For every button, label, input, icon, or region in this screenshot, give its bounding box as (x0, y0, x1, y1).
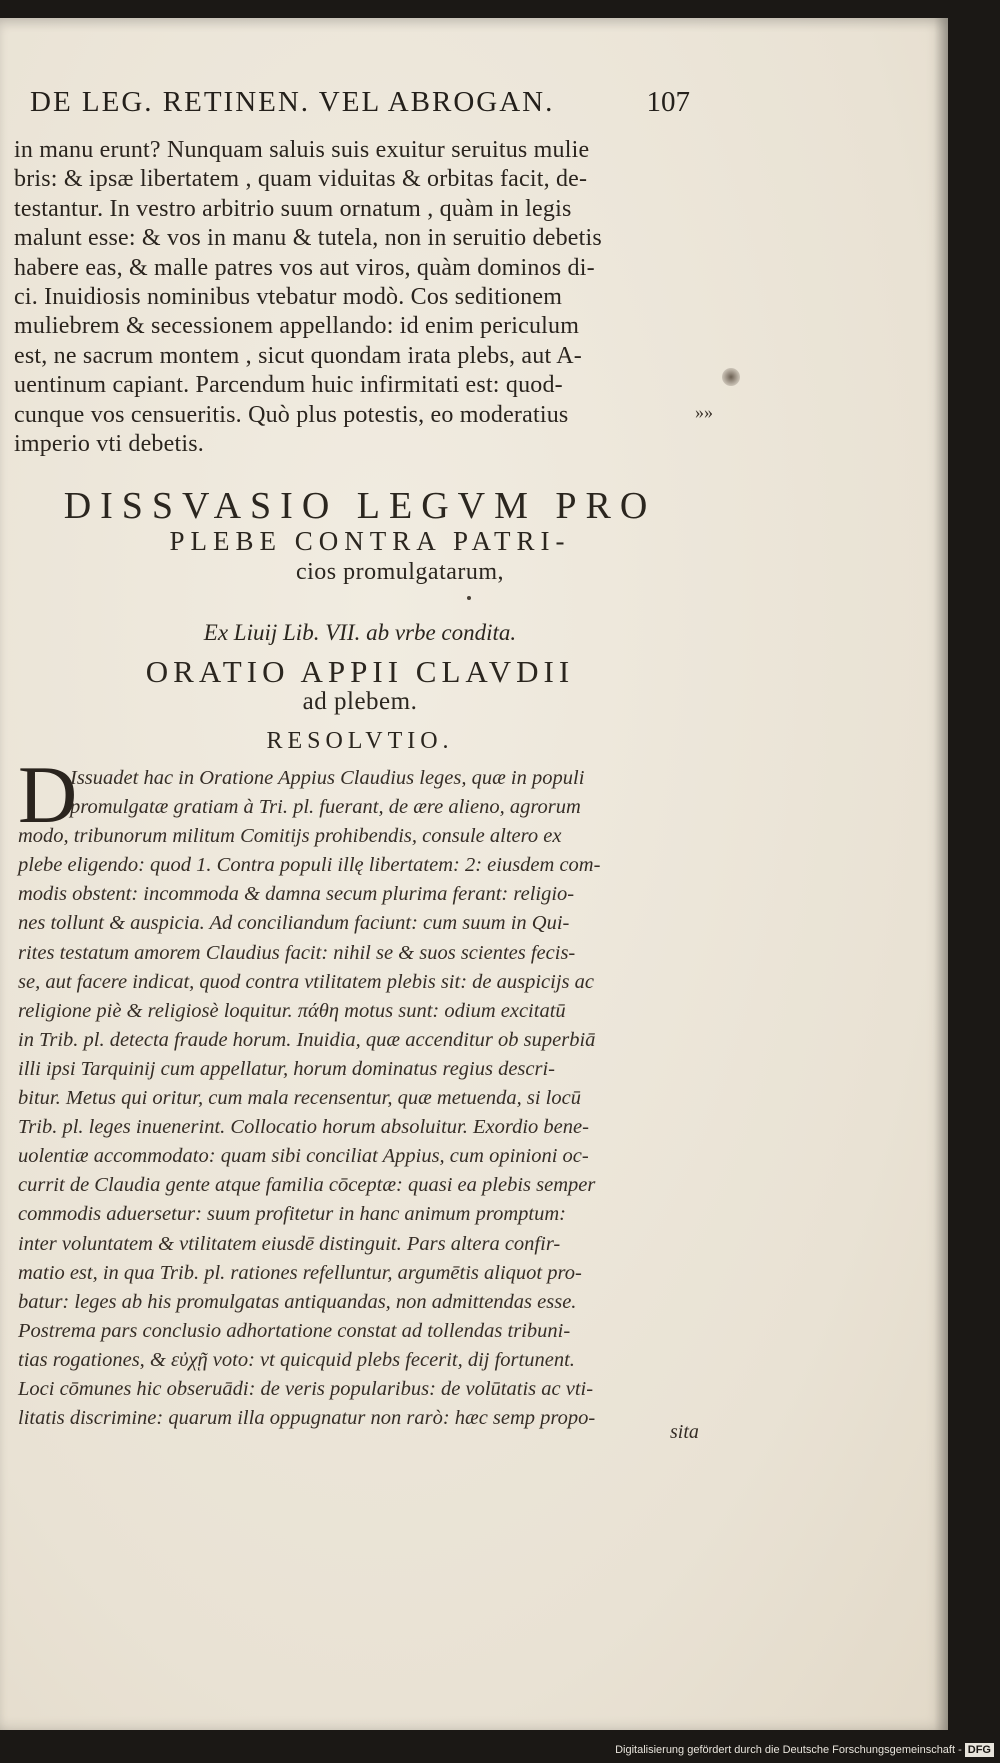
dfg-logo: DFG (965, 1743, 994, 1757)
text-line: rites testatum amorem Claudius facit: nihil se & suos scientes fecis- (18, 941, 576, 964)
text-line: Postrema pars conclusio adhortatione constat ad tollendas tribuni- (18, 1319, 571, 1342)
text-line: modis obstent: incommoda & damna secum plurima ferant: religio- (18, 883, 575, 906)
text-line: se, aut facere indicat, quod contra vtilitatem plebis sit: de auspicijs ac (18, 970, 594, 993)
text-line: batur: leges ab his promulgatas antiquandas, non admittendas esse. (18, 1290, 577, 1313)
text-line: matio est, in qua Trib. pl. rationes refelluntur, argumētis aliquot pro- (18, 1261, 582, 1284)
text-line: Issuadet hac in Oratione Appius Claudius leges, quæ in populi (70, 767, 585, 789)
running-title: DE LEG. RETINEN. VEL ABROGAN. (30, 86, 555, 118)
drop-capital: D (18, 749, 78, 840)
text-line: modo, tribunorum militum Comitijs prohibendis, consule altero ex (18, 825, 562, 848)
text-line: habere eas, & malle patres vos aut viros, quàm dominos di- (14, 254, 595, 281)
running-head (30, 86, 690, 126)
heading-line-2: PLEBE CONTRA PATRI- (169, 526, 571, 556)
text-line: est, ne sacrum montem , sicut quondam irata plebs, aut A- (14, 342, 582, 369)
ink-stain (722, 368, 740, 386)
catchword: sita (670, 1421, 699, 1443)
oration-title: ORATIO APPII CLAVDII (145, 654, 575, 689)
text-line: uolentiæ accommodato: quam sibi conciliat Appius, cum opinioni oc- (18, 1145, 589, 1168)
text-line: testantur. In vestro arbitrio suum ornatum , quàm in legis (14, 195, 572, 222)
credit-text: Digitalisierung gefördert durch die Deutsche Forschungsgemeinschaft - (615, 1744, 962, 1756)
heading-line-3: cios promulgatarum, (295, 559, 505, 585)
text-line: plebe eligendo: quod 1. Contra populi illę libertatem: 2: eiusdem com- (18, 854, 601, 877)
source-citation: Ex Liuij Lib. VII. ab vrbe condita. (203, 620, 517, 645)
heading-line-1: DISSVASIO LEGVM PRO (63, 485, 657, 527)
text-line: Loci cōmunes hic obseruādi: de veris popularibus: de volūtatis ac vti- (18, 1377, 594, 1400)
text-block-top (14, 136, 714, 459)
section-title: RESOLVTIO. (266, 728, 454, 754)
text-line: bitur. Metus qui oritur, cum mala recensentur, quæ metuenda, si locū (18, 1087, 581, 1110)
text-line: currit de Claudia gente atque familia cōceptæ: quasi ea plebis semper (18, 1174, 596, 1197)
text-line: commodis aduersetur: suum profitetur in hanc animum promptum: (18, 1203, 566, 1226)
text-line: in Trib. pl. detecta fraude horum. Inuidia, quæ accenditur ob superbiā (18, 1028, 596, 1051)
text-line: uentinum capiant. Parcendum huic infirmitati est: quod- (14, 372, 563, 399)
text-line: promulgatæ gratiam à Tri. pl. fuerant, de ære alieno, agrorum (70, 796, 581, 819)
text-line: litatis discrimine: quarum illa oppugnatur non rarò: hæc semp propo- (18, 1407, 596, 1430)
text-block-resolutio (18, 749, 718, 1433)
margin-mark: »» (695, 402, 713, 422)
digitization-credit (615, 1743, 994, 1757)
text-line: nes tollunt & auspicia. Ad conciliandum faciunt: cum suum in Qui- (18, 912, 570, 935)
ornament-dot (467, 596, 471, 600)
text-line: malunt esse: & vos in manu & tutela, non in seruitio debetis (14, 225, 602, 252)
text-line: tias rogationes, & εὐχῇ voto: vt quicquid plebs fecerit, dij fortunent. (18, 1348, 575, 1371)
text-line: muliebrem & secessionem appellando: id enim periculum (14, 313, 580, 340)
text-line: bris: & ipsæ libertatem , quam viduitas & orbitas facit, de- (14, 166, 588, 193)
text-line: religione piè & religiosè loquitur. πάθη motus sunt: odium excitatū (18, 999, 566, 1022)
text-line: inter voluntatem & vtilitatem eiusdē distinguit. Pars altera confir- (18, 1232, 561, 1255)
oration-subtitle: ad plebem. (302, 688, 418, 715)
page-number: 107 (646, 86, 690, 118)
text-line: cunque vos censueritis. Quò plus potestis, eo moderatius (14, 401, 569, 428)
text-line: Trib. pl. leges inuenerint. Collocatio horum absoluitur. Exordio bene- (18, 1116, 589, 1139)
text-line: imperio vti debetis. (14, 430, 204, 457)
text-line: ci. Inuidiosis nominibus vtebatur modò. Cos seditionem (14, 283, 563, 310)
text-line: illi ipsi Tarquinij cum appellatur, horum dominatus regius descri- (18, 1057, 556, 1080)
text-line: in manu erunt? Nunquam saluis suis exuitur seruitus mulie (14, 137, 590, 163)
book-page (0, 18, 948, 1730)
